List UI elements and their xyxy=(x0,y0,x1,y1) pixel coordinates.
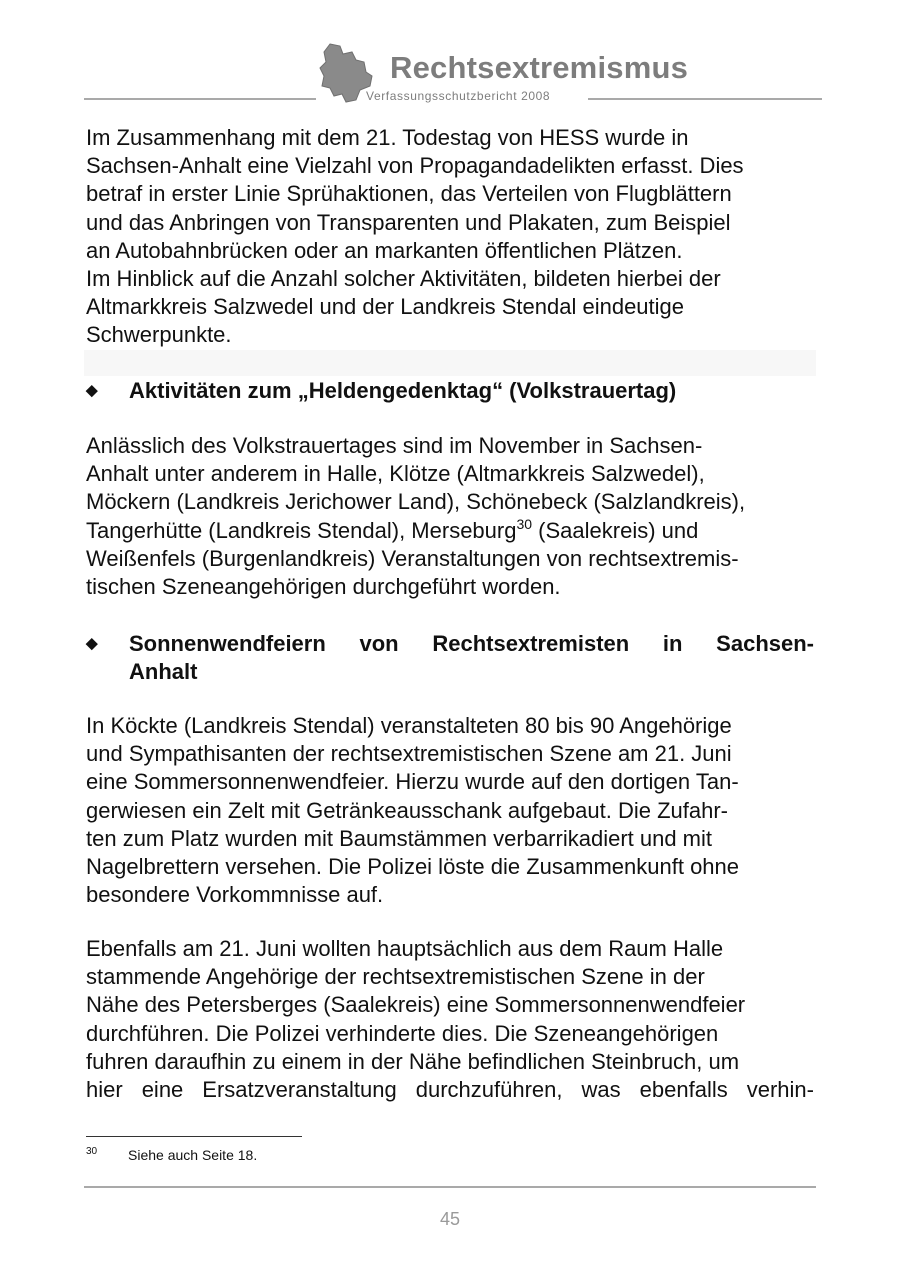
text-line: eine Sommersonnenwendfeier. Hierzu wurde auf den dortigen Tan- xyxy=(86,769,739,795)
header-rule-left xyxy=(84,98,316,100)
header-subtitle: Verfassungsschutzbericht 2008 xyxy=(366,89,551,103)
heading-text xyxy=(129,630,814,686)
footnote-reference[interactable]: 30 xyxy=(516,515,533,532)
heading-line: Anhalt xyxy=(129,659,198,685)
footer-rule xyxy=(84,1186,816,1188)
heading-text: Aktivitäten zum „Heldengedenktag“ (Volkstrauertag) xyxy=(129,378,677,403)
text-line: Sachsen-Anhalt eine Vielzahl von Propagandadelikten erfasst. Dies xyxy=(86,153,744,179)
paragraph-hess-propaganda xyxy=(86,124,814,350)
text-line: fuhren daraufhin zu einem in der Nähe befindlichen Steinbruch, um xyxy=(86,1048,740,1074)
text-line: Nagelbrettern versehen. Die Polizei löste die Zusammenkunft ohne xyxy=(86,854,740,880)
text-segment: (Saalekreis) und xyxy=(532,517,699,543)
text-line: Im Zusammenhang mit dem 21. Todestag von HESS wurde in xyxy=(86,125,689,150)
text-line: und das Anbringen von Transparenten und Plakaten, zum Beispiel xyxy=(86,209,731,235)
text-line: Anhalt unter anderem in Halle, Klötze (Altmarkkreis Salzwedel), xyxy=(86,461,705,487)
footnote-text: Siehe auch Seite 18. xyxy=(128,1147,258,1163)
text-line: und Sympathisanten der rechtsextremistischen Szene am 21. Juni xyxy=(86,741,732,767)
paragraph-petersberg xyxy=(86,935,814,1104)
heading-line: Sonnenwendfeiern von Rechtsextremisten in Sachsen- xyxy=(129,631,814,656)
text-line: Nähe des Petersberges (Saalekreis) eine Sommersonnenwendfeier xyxy=(86,992,746,1018)
footnote-number: 30 xyxy=(86,1146,98,1157)
text-line: tischen Szeneangehörigen durchgeführt worden. xyxy=(86,574,561,600)
text-line-with-footnote xyxy=(86,517,814,545)
footnote-rule xyxy=(86,1136,302,1137)
text-line: betraf in erster Linie Sprühaktionen, das Verteilen von Flugblättern xyxy=(86,181,732,207)
header-title: Rechtsextremismus xyxy=(390,50,689,85)
text-line: In Köckte (Landkreis Stendal) veranstalteten 80 bis 90 Angehörige xyxy=(86,713,732,738)
text-line: Weißenfels (Burgenlandkreis) Veranstaltungen von rechtsextremis- xyxy=(86,545,739,571)
text-line: Möckern (Landkreis Jerichower Land), Schönebeck (Salzlandkreis), xyxy=(86,489,746,515)
text-line: Im Hinblick auf die Anzahl solcher Aktivitäten, bildeten hierbei der xyxy=(86,266,721,292)
shaded-band xyxy=(84,350,816,376)
header-rule-right xyxy=(588,98,822,100)
text-line: stammende Angehörige der rechtsextremistischen Szene in der xyxy=(86,964,705,990)
text-line: an Autobahnbrücken oder an markanten öffentlichen Plätzen. xyxy=(86,237,683,263)
text-line: gerwiesen ein Zelt mit Getränkeausschank aufgebaut. Die Zufahr- xyxy=(86,797,728,823)
section-heading-sonnenwendfeiern xyxy=(86,630,814,688)
text-line: besondere Vorkommnisse auf. xyxy=(86,882,384,908)
text-line: durchführen. Die Polizei verhinderte dies. Die Szeneangehörigen xyxy=(86,1020,719,1046)
text-line: Ebenfalls am 21. Juni wollten hauptsächlich aus dem Raum Halle xyxy=(86,936,724,961)
paragraph-volkstrauertag xyxy=(86,432,814,601)
paragraph-koeckte xyxy=(86,712,814,909)
bullet-diamond-icon: ◆ xyxy=(86,382,98,399)
text-segment: Tangerhütte (Landkreis Stendal), Merseburg xyxy=(86,517,517,543)
text-line: Altmarkkreis Salzwedel und der Landkreis Stendal eindeutige xyxy=(86,294,685,320)
text-line: Anlässlich des Volkstrauertages sind im November in Sachsen- xyxy=(86,433,703,458)
page-number: 45 xyxy=(439,1209,461,1229)
text-line: Schwerpunkte. xyxy=(86,322,232,348)
text-line: hier eine Ersatzveranstaltung durchzuführen, was ebenfalls verhin- xyxy=(86,1077,814,1103)
bullet-diamond-icon: ◆ xyxy=(86,635,98,652)
text-line: ten zum Platz wurden mit Baumstämmen verbarrikadiert und mit xyxy=(86,825,713,851)
